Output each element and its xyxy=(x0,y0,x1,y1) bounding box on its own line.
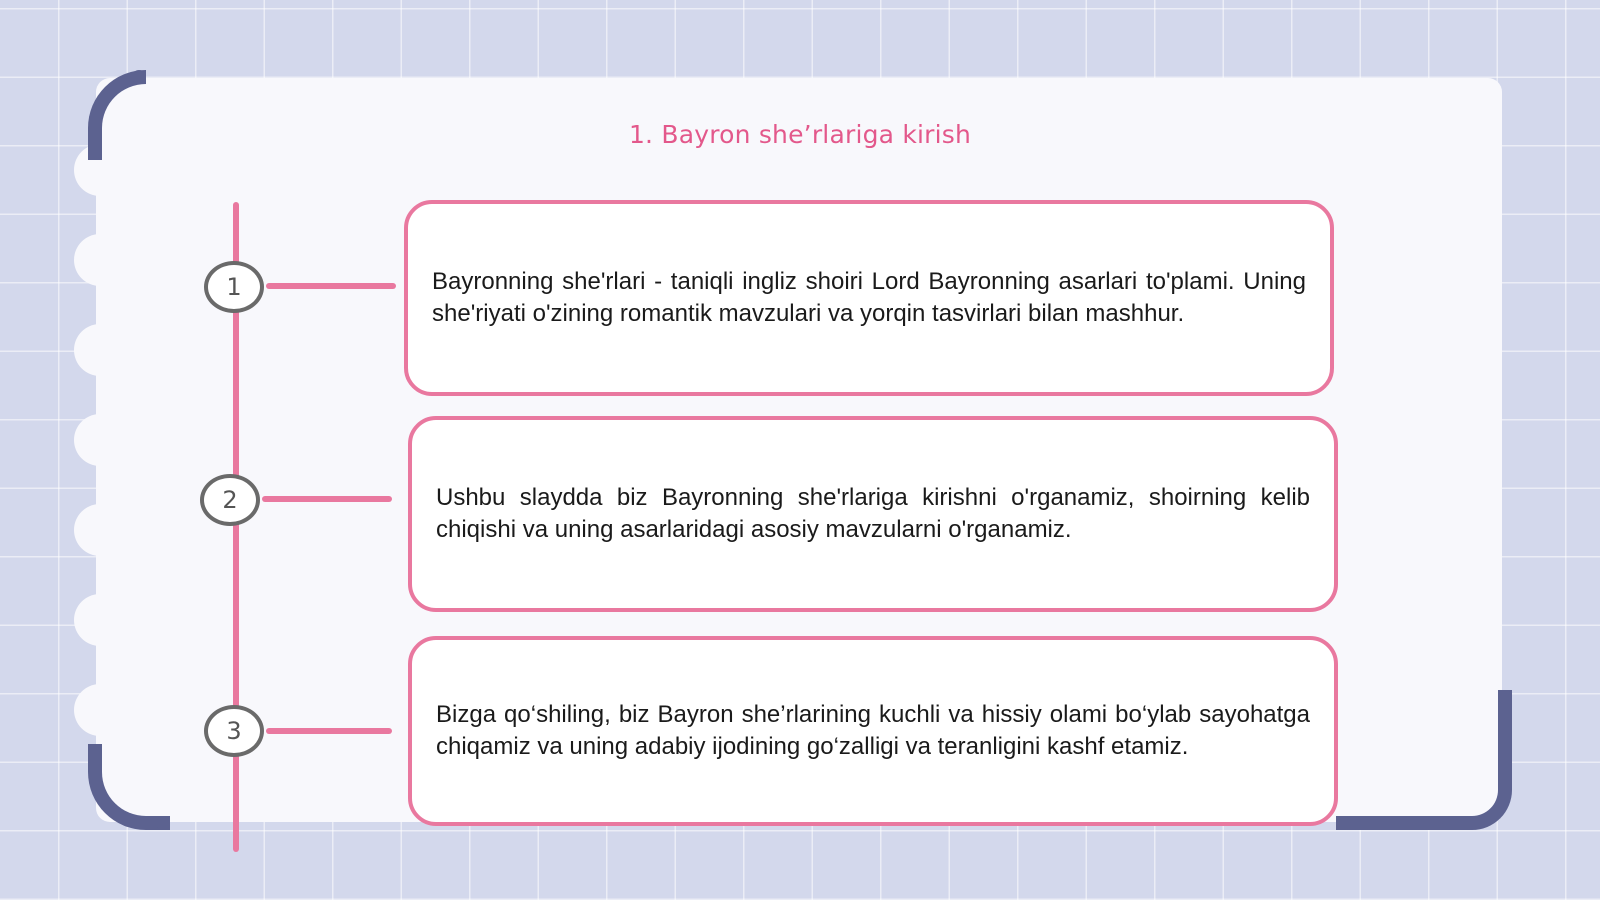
step-number-3: 3 xyxy=(204,705,264,757)
slide-title: 1. Bayron she’rlariga kirish xyxy=(628,120,972,149)
frame-cap xyxy=(156,816,170,830)
step-number-1: 1 xyxy=(204,261,264,313)
frame-cap xyxy=(1336,816,1350,830)
frame-corner-bottom-right xyxy=(1336,690,1512,830)
step-text-1: Bayronning she'rlari - taniqli ingliz shoiri Lord Bayronning asarlari to'plami. Uning she'riyati o'zining romantik mavzulari va yorqin tasvirlari bilan mashhur. xyxy=(432,268,1306,327)
timeline-connector-2 xyxy=(262,496,392,502)
frame-cap xyxy=(132,70,146,84)
step-text-2: Ushbu slaydda biz Bayronning she'rlariga kirishni o'rganamiz, shoirning kelib chiqishi va uning asarlaridagi asosiy mavzularni o'rganamiz. xyxy=(436,484,1310,543)
step-box-3 xyxy=(408,636,1338,826)
timeline-connector-3 xyxy=(266,728,392,734)
step-number-2: 2 xyxy=(200,474,260,526)
frame-cap xyxy=(1498,690,1512,704)
timeline-connector-1 xyxy=(266,283,396,289)
step-box-1 xyxy=(404,200,1334,396)
step-box-2 xyxy=(408,416,1338,612)
step-text-3: Bizga qo‘shiling, biz Bayron she’rlarining kuchli va hissiy olami bo‘ylab sayohatga chiqamiz va uning adabiy ijodining go‘zalligi va teranligini kashf etamiz. xyxy=(436,701,1310,760)
